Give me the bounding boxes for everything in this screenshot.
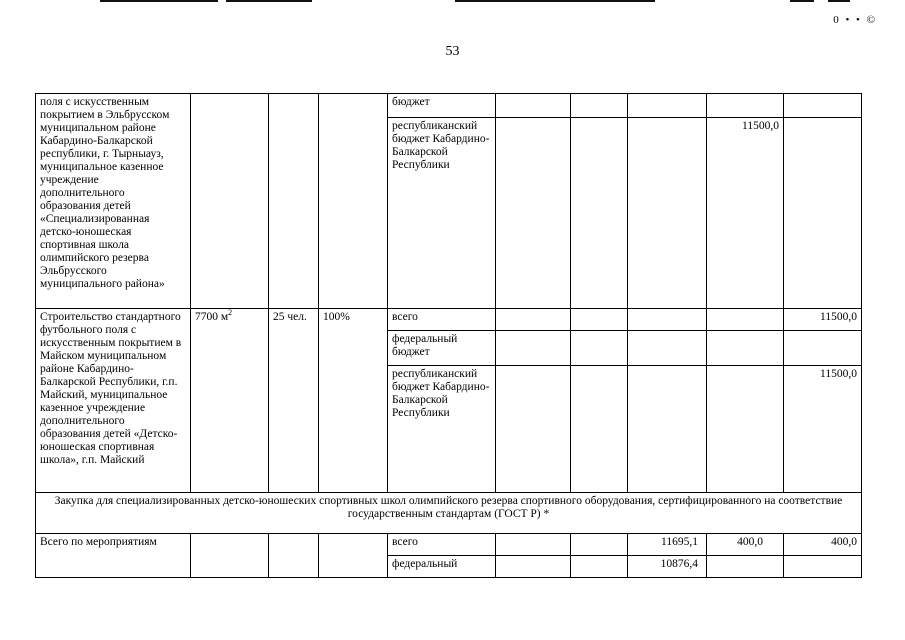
funding-source: всего [388, 534, 496, 556]
cell [628, 366, 707, 493]
area-cell [191, 309, 269, 493]
funding-source: федеральный [388, 556, 496, 578]
amount-cell: 11500,0 [784, 309, 862, 331]
cell [784, 556, 862, 578]
amount-cell: 11500,0 [784, 366, 862, 493]
funding-source: республиканский бюджет Кабардино-Балкарской Республики [388, 118, 496, 309]
cell [707, 331, 784, 366]
amount-cell: 11695,1 [628, 534, 707, 556]
area-unit-power: 2 [228, 308, 233, 318]
cell [571, 534, 628, 556]
cell [496, 534, 571, 556]
people-cell: 25 чел. [269, 309, 319, 493]
cell [571, 94, 628, 118]
section-title: Закупка для специализированных детско-юношеских спортивных школ олимпийского резерва спортивного оборудования, сертифицированного на соответствие государственным стандартам (ГОСТ Р) * [36, 493, 862, 534]
cell [628, 118, 707, 309]
cell [571, 118, 628, 309]
amount-cell: 11500,0 [707, 118, 784, 309]
area-value: 7700 м [195, 311, 229, 323]
cell [571, 556, 628, 578]
cell [784, 118, 862, 309]
table-row [36, 309, 862, 331]
top-scan-line [790, 0, 814, 2]
cell [191, 94, 269, 309]
cell [269, 534, 319, 578]
cell [628, 331, 707, 366]
cell [496, 118, 571, 309]
cell [496, 331, 571, 366]
funding-source: федеральный бюджет [388, 331, 496, 366]
funding-source: бюджет [388, 94, 496, 118]
top-scan-line [226, 0, 312, 2]
cell [191, 534, 269, 578]
percent-cell: 100% [319, 309, 388, 493]
top-scan-line [828, 0, 850, 2]
table-row [36, 94, 862, 118]
top-scan-line [100, 0, 218, 2]
cell [319, 94, 388, 309]
cell [571, 366, 628, 493]
cell [707, 366, 784, 493]
cell [707, 556, 784, 578]
cell [707, 94, 784, 118]
object-description: поля с искусственным покрытием в Эльбрусском муниципальном районе Кабардино-Балкарской республики, г. Тырныауз, муниципальное казенное учреждение дополнительного образования детей «Специализированная детско-юношеская спортивная школа олимпийского резерва Эльбрусского муниципального района» [36, 94, 191, 309]
cell [628, 94, 707, 118]
cell [496, 366, 571, 493]
cell [319, 534, 388, 578]
cell [628, 309, 707, 331]
cell [269, 94, 319, 309]
amount-cell: 400,0 [707, 534, 784, 556]
totals-label: Всего по мероприятиям [36, 534, 191, 578]
table-row [36, 493, 862, 534]
cell [496, 309, 571, 331]
amount-cell: 400,0 [784, 534, 862, 556]
page-number: 53 [445, 44, 460, 59]
budget-table [35, 93, 862, 578]
cell [707, 309, 784, 331]
top-scan-line [455, 0, 655, 2]
funding-source: республиканский бюджет Кабардино-Балкарской Республики [388, 366, 496, 493]
corner-mark: 0 • • © [833, 14, 877, 26]
funding-source: всего [388, 309, 496, 331]
cell [496, 94, 571, 118]
cell [571, 331, 628, 366]
object-description: Строительство стандартного футбольного поля с искусственным покрытием в Майском муниципальном районе Кабардино-Балкарской Республики, г.п. Майский, муниципальное казенное учреждение дополнительного образования детей «Детско-юношеская спортивная школа», г.п. Майский [36, 309, 191, 493]
amount-cell: 10876,4 [628, 556, 707, 578]
cell [784, 94, 862, 118]
table-row [36, 534, 862, 556]
cell [496, 556, 571, 578]
cell [784, 331, 862, 366]
cell [571, 309, 628, 331]
